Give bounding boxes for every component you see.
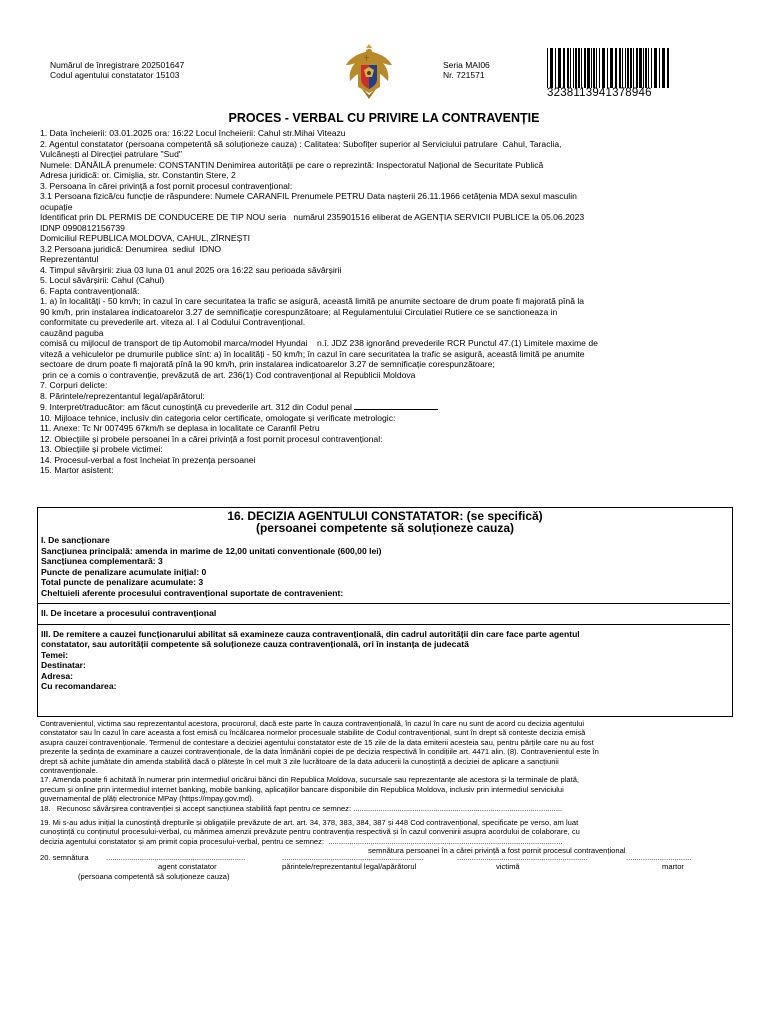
barcode-bar [630, 48, 632, 88]
document-body [40, 128, 730, 476]
decision-box [37, 507, 733, 717]
body-line: 1. a) în localități - 50 km/h; în cazul în care securitatea la trafic se asigură, această limită pe anumite sectoare de drum poate fi majorată pînă la [40, 296, 585, 306]
barcode-number: 3238113941378946 [547, 87, 652, 99]
fine-print [40, 719, 728, 856]
body-line: 4. Timpul săvârșirii: ziua 03 luna 01 anul 2025 ora 16:22 sau perioada săvârșirii [40, 264, 342, 275]
label-witness: martor [662, 862, 684, 871]
signature-line-victim[interactable]: .............................................................. [457, 853, 588, 862]
barcode-bar [619, 48, 621, 88]
agent-code: Codul agentului constatator 15103 [50, 70, 180, 80]
body-line: Vulcănești al Direcției patrulare "Sud" [40, 149, 182, 159]
document-title: PROCES - VERBAL CU PRIVIRE LA CONTRAVENȚIE [228, 111, 540, 125]
body-line: Domiciliul REPUBLICA MOLDOVA, CAHUL, ZÎRNEȘTI [40, 233, 250, 243]
fine-print-line: precum și online prin intermediul internet banking, mobile banking, aplicațiilor bancare disponibile din Republica Moldova, inclusiv prin intermediul serviciului [40, 784, 564, 794]
decision-body [41, 535, 727, 692]
body-line: 3.2 Persoana juridică: Denumirea sediul IDNO [40, 243, 222, 254]
label-agent-note: (persoana competentă să soluționeze cauza) [78, 872, 230, 881]
body-line: 6. Fapta contravențională: [40, 285, 140, 296]
decision-section-3-line: Destinatar: [41, 660, 86, 670]
barcode-bar [567, 48, 569, 88]
body-line: Reprezentantul [40, 254, 99, 264]
barcode-bar [667, 48, 669, 88]
clause-19-line: decizia agentului constatator și am primit copia procesului-verbal, pentru ce semnez: ............................................................................................................... [40, 836, 563, 846]
header-series [443, 60, 490, 80]
barcode-bar [622, 48, 623, 88]
fine-print-line: contravenționale. [40, 766, 98, 776]
decision-section-3-line: III. De remitere a cauzei funcționarului abilitat să examineze cauza contravențională, din cadrul autorității din care face parte agentul [41, 628, 580, 639]
barcode-bar [584, 48, 586, 88]
body-line-9: 9. Interpret/traducător: am făcut cunoștință cu prevederile art. 312 din Codul penal [40, 401, 730, 413]
barcode-bar [627, 48, 629, 88]
body-line: 3. Persoana în cărei privință a fost pornit procesul contravențional: [40, 180, 293, 191]
signature-caption-person: semnătura persoanei în a cărei privință a fost pornit procesul contravențional [368, 846, 626, 856]
barcode-bar [581, 48, 582, 88]
barcode-bar [555, 48, 556, 88]
barcode-bar [547, 48, 548, 88]
body-line: conformitate cu prevederile art. viteza al. I al Codului Contravențional. [40, 317, 306, 327]
clause-19-line: cunoștință cu conținutul procesului-verbal, cu mărimea amenzii prevăzute pentru contravenția respectivă și în cazul convenirii asupra acordului de colaborare, cu [40, 827, 580, 837]
divider [38, 603, 730, 604]
body-line: 12. Obiecțiile și probele persoanei în a cărei privință a fost pornit procesul contravențional: [40, 433, 383, 444]
header-registration [50, 60, 184, 80]
fine-print-line: 17. Amenda poate fi achitată în numerar prin intermediul oricărui bănci din Republica Moldova, sucursale sau reprezentanțe ale acestora și la terminale de plată, [40, 775, 580, 785]
coat-of-arms-icon [344, 43, 394, 101]
decision-section-3-line: Cu recomandarea: [41, 681, 117, 691]
body-line: Numele: DĂNĂILĂ prenumele: CONSTANTIN Denimirea autorității pe care o reprezintă: Inspectoratul Național de Securitate Publică [40, 159, 544, 170]
penal-code-blank[interactable] [354, 401, 438, 410]
decision-section-1-line: Sancțiunea complementară: 3 [41, 556, 163, 566]
barcode-bar [607, 48, 608, 88]
registration-number: Numărul de înregistrare 202501647 [50, 60, 185, 70]
barcode-bar [645, 48, 647, 88]
decision-section-3-line: constatator, sau autorității competente să soluționeze cauza contravențională, ori în instanța de judecată [41, 639, 469, 649]
decision-section-3-line: Adresa: [41, 670, 73, 681]
body-line: 8. Părintele/reprezentantul legal/apărătorul: [40, 390, 205, 401]
fine-print-line: asupra cauzei contravenționale. Termenul de contestare a deciziei agentului constatator este de 15 zile de la data emiterii acesteia sau, pentru părțile care nu au fost [40, 737, 594, 747]
divider [38, 624, 730, 625]
series-number: Nr. 721571 [443, 70, 485, 80]
barcode-icon [546, 48, 670, 88]
label-agent: agent constatator [158, 862, 217, 871]
body-line: 15. Martor asistent: [40, 465, 114, 475]
barcode-bar [593, 48, 595, 88]
barcode-bar [602, 48, 605, 88]
barcode-bar [587, 48, 590, 88]
barcode-bar [659, 48, 660, 88]
decision-section-2: II. De încetare a procesului contravențional [41, 608, 217, 618]
body-line: cauzând paguba [40, 327, 104, 338]
label-parent: părintele/reprezentantul legal/apărătorul [282, 862, 417, 871]
decision-section-1-line: Cheltuieli aferente procesului contravențional suportate de contravenient: [41, 587, 344, 598]
body-line: prin ce a comis o contravenție, prevăzută de art. 236(1) Cod contravențional al Republicii Moldova [40, 369, 416, 380]
barcode-bar [573, 48, 574, 88]
barcode-bar [662, 48, 665, 88]
signature-line-parent[interactable]: ................................................................... [282, 853, 424, 862]
decision-section-1-line: Puncte de penalizare acumulate inițial: 0 [41, 566, 207, 577]
body-line: 90 km/h, prin instalarea indicatoarelor 3.27 de semnificație corespunzătoare; al Regulamentului Circulatiei Rutiere ce se sanctioneaza in [40, 306, 558, 317]
barcode-bar [599, 48, 600, 88]
decision-title: 16. DECIZIA AGENTULUI CONSTATATOR: (se specifică) [227, 509, 543, 523]
barcode-bar [575, 48, 577, 88]
fine-print-line: constatator sau în cazul în care aceasta a fost emisă cu încălcarea normelor procesuale stabilite de Codul contravențional, sunt în drept să conteste decizia emisă [40, 728, 586, 738]
body-line: 14. Procesul-verbal a fost încheiat în prezența persoanei [40, 454, 256, 465]
decision-section-1-line: Sancțiunea principală: amenda in marime de 12,00 unitati conventionale (600,00 lei) [41, 545, 382, 556]
body-line: 13. Obiecțiile și probele victimei: [40, 444, 163, 454]
barcode-bar [639, 48, 642, 88]
fine-print-line: prezente la ședința de examinare a cauzei contravenționale, de la data înmânării copiei de pe decizia respectivă în condițiile art. 4471 alin. (8). Contravenientul este în [40, 747, 599, 757]
decision-section-1-line: I. De sancționare [41, 535, 110, 545]
barcode-bar [625, 48, 626, 88]
body-line: Identificat prin DL PERMIS DE CONDUCERE DE TIP NOU seria numărul 235901516 eliberat de AGENȚIA SERVICII PUBLICE la 05.06.2023 [40, 212, 585, 222]
decision-section-1-line: Total puncte de penalizare acumulate: 3 [41, 577, 204, 587]
body-line: IDNP 0990812156739 [40, 222, 125, 233]
barcode-bar [654, 48, 657, 88]
barcode-bar [591, 48, 592, 88]
barcode-bar [643, 48, 644, 88]
signature-label: 20. semnătura [40, 853, 89, 862]
barcode-bar [610, 48, 613, 88]
fine-print-line: drept să achite jumătate din amenda stabilită dacă o plătește în cel mult 3 zile lucrătoare de la data aducerii la cunoștință a deciziei de aplicare a sancțiunii [40, 756, 559, 766]
barcode-bar [558, 48, 561, 88]
fine-print-line: Contravenientul, victima sau reprezentantul acestora, procurorul, dacă este parte în cauza contravențională, în cazul în care nu sunt de acord cu decizia agentului [40, 719, 585, 728]
body-line: ocupație [40, 201, 73, 212]
barcode-bar [563, 48, 565, 88]
barcode-bar [615, 48, 617, 88]
body-line: 1. Data încheierii: 03.01.2025 ora: 16:22 Locul încheierii: Cahul str.Mihai Viteazu [40, 128, 346, 138]
series-label: Seria MAI06 [443, 60, 490, 70]
barcode-bar [596, 48, 597, 88]
barcode-bar [633, 48, 634, 88]
decision-section-3-line: Temei: [41, 649, 69, 660]
body-line: Adresa juridică: or. Cimișlia, str. Constantin Stere, 2 [40, 170, 236, 180]
body-line: 7. Corpuri delicte: [40, 380, 108, 390]
decision-subtitle: (persoanei competente să soluționeze cauza) [255, 521, 515, 535]
label-victim: victimă [496, 862, 520, 871]
body-line: 3.1 Persoana fizică/cu funcție de răspundere: Numele CARANFIL Prenumele PETRU Data nașterii 26.11.1966 cetățenia MDA sexul masculin [40, 191, 577, 201]
body-line: 2. Agentul constatator (persoana competentă să soluționeze cauza) : Calitatea: Subofițer superior al Serviciului patrulare Cahul, Taraclia, [40, 138, 562, 149]
barcode-bar [578, 48, 580, 88]
body-line: sectoare de drum poate fi majorată pînă la 90 km/h, prin instalarea indicatoarelor 3.27 de semnificație corespunzătoare; [40, 359, 495, 369]
barcode-bar [570, 48, 571, 88]
body-line: comisă cu mijlocul de transport de tip Automobil marca/model Hyundai n.î. JDZ 238 ignorând prevederile RCR Punctul 47.(1) Limitele maxime de [40, 338, 598, 348]
body-line: viteză a vehiculelor pe drumurile publice sînt: a) în localități - 50 km/h; în cazul în care securitatea la trafic se asigură, această limită pe anumite [40, 348, 585, 359]
fine-print-line: 18. Recunosc săvârșirea contravenției și accept sancțiunea stabilită fapt pentru ce semnez: ................................................................................................... [40, 803, 563, 813]
fine-print-line: guvernamental de plăți electronice MPay (https://mpay.gov.md). [40, 794, 254, 804]
body-line: 5. Locul săvârșirii: Cahul (Cahul) [40, 275, 165, 285]
barcode-bar [648, 48, 649, 88]
body-line: 11. Anexe: Tc Nr 007495 67km/h se deplasa in localitate ce Caranfil Petru [40, 423, 320, 433]
signature-line-agent[interactable]: .................................................................. [106, 853, 246, 862]
barcode-bar [651, 48, 652, 88]
clause-19-line: 19. Mi s-au adus inițial la cunoștință drepturile și obligațiile prevăzute de art. art. 34, 378, 383, 384, 387 și 448 Cod contravențional, specificate pe verso, am luat [40, 818, 579, 828]
body-line: 10. Mijloace tehnice, inclusiv din categoria celor certificate, omologate și verificate metrologic: [40, 412, 396, 423]
signature-line-witness[interactable]: ............................... [626, 853, 692, 862]
barcode-bar [550, 48, 553, 88]
barcode-bar [636, 48, 638, 88]
